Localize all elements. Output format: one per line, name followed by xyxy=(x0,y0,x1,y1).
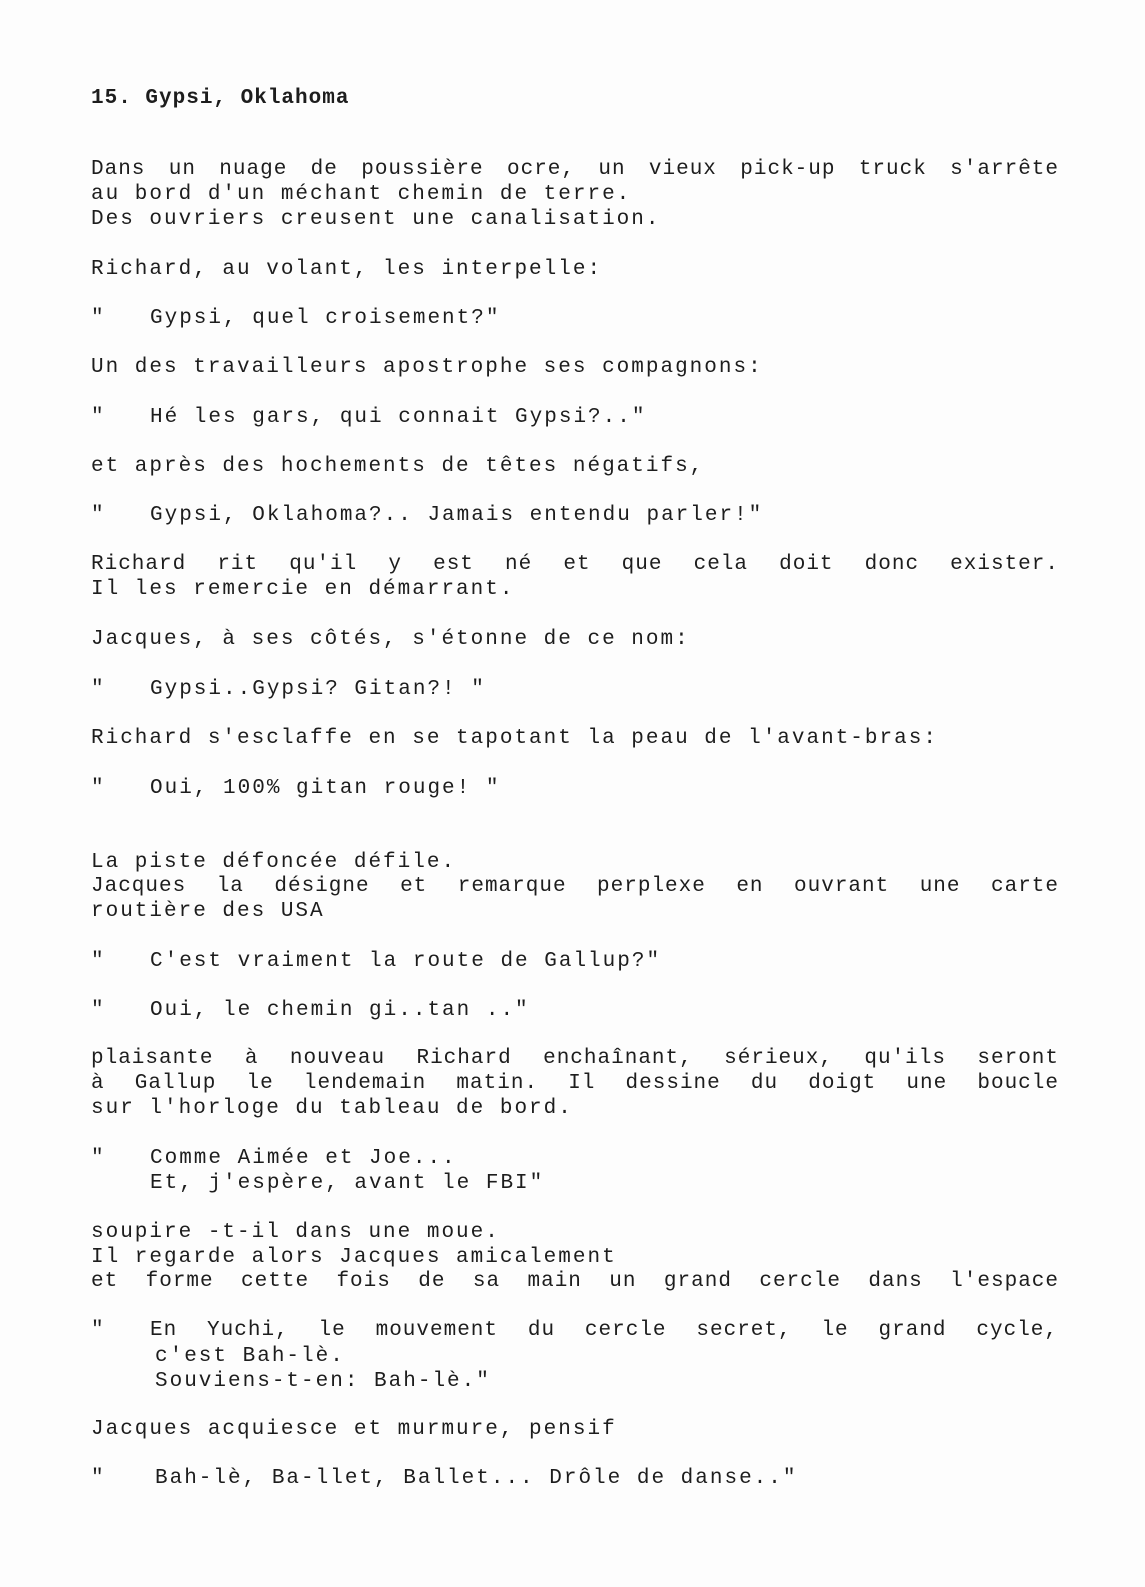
dialogue-line: Bah-lè, Ba-llet, Ballet... Drôle de danse.." xyxy=(155,1467,798,1490)
quote-mark: " xyxy=(91,504,104,527)
chapter-title: 15. Gypsi, Oklahoma xyxy=(91,87,350,110)
paragraph-line: plaisante à nouveau Richard enchaînant, sérieux, qu'ils seront xyxy=(91,1047,1059,1070)
paragraph-line: Jacques, à ses côtés, s'étonne de ce nom: xyxy=(91,628,690,651)
paragraph-line: sur l'horloge du tableau de bord. xyxy=(91,1097,573,1120)
paragraph-line: Dans un nuage de poussière ocre, un vieux pick-up truck s'arrête xyxy=(91,158,1059,181)
quote-mark: " xyxy=(91,406,104,429)
paragraph-line: Richard rit qu'il y est né et que cela doit donc exister. xyxy=(91,553,1059,576)
paragraph-line: Des ouvriers creusent une canalisation. xyxy=(91,208,661,231)
quote-mark: " xyxy=(91,1319,104,1342)
dialogue-line: Souviens-t-en: Bah-lè." xyxy=(155,1370,491,1393)
dialogue-line: Oui, 100% gitan rouge! " xyxy=(150,777,501,800)
quote-mark: " xyxy=(91,1467,104,1490)
paragraph-line: Richard s'esclaffe en se tapotant la peau de l'avant-bras: xyxy=(91,727,938,750)
paragraph-line: routière des USA xyxy=(91,900,325,923)
paragraph-line: au bord d'un méchant chemin de terre. xyxy=(91,183,632,206)
paragraph-line: Il les remercie en démarrant. xyxy=(91,578,515,601)
paragraph-line: Richard, au volant, les interpelle: xyxy=(91,258,603,281)
dialogue-line: Et, j'espère, avant le FBI" xyxy=(150,1172,545,1195)
dialogue-line: Gypsi, quel croisement?" xyxy=(150,307,501,330)
paragraph-line: Un des travailleurs apostrophe ses compagnons: xyxy=(91,356,763,379)
dialogue-line: Hé les gars, qui connait Gypsi?.." xyxy=(150,406,647,429)
paragraph-line: à Gallup le lendemain matin. Il dessine du doigt une boucle xyxy=(91,1072,1059,1095)
paragraph-line: soupire -t-il dans une moue. xyxy=(91,1221,500,1244)
quote-mark: " xyxy=(91,307,104,330)
dialogue-line: Gypsi..Gypsi? Gitan?! " xyxy=(150,678,486,701)
dialogue-line: c'est Bah-lè. xyxy=(155,1345,345,1368)
dialogue-line: Oui, le chemin gi..tan .." xyxy=(150,999,530,1022)
paragraph-line: Jacques acquiesce et murmure, pensif xyxy=(91,1418,617,1441)
dialogue-line: Gypsi, Oklahoma?.. Jamais entendu parler!" xyxy=(150,504,764,527)
paragraph-line: et forme cette fois de sa main un grand cercle dans l'espace xyxy=(91,1270,1059,1293)
paragraph-line: et après des hochements de têtes négatifs, xyxy=(91,455,705,478)
dialogue-line: Comme Aimée et Joe... xyxy=(150,1147,457,1170)
paragraph-line: Il regarde alors Jacques amicalement xyxy=(91,1246,617,1269)
dialogue-line: En Yuchi, le mouvement du cercle secret, le grand cycle, xyxy=(150,1319,1058,1342)
quote-mark: " xyxy=(91,777,104,800)
paragraph-line: La piste défoncée défile. xyxy=(91,851,457,874)
quote-mark: " xyxy=(91,678,104,701)
quote-mark: " xyxy=(91,950,104,973)
quote-mark: " xyxy=(91,999,104,1022)
quote-mark: " xyxy=(91,1147,104,1170)
paragraph-line: Jacques la désigne et remarque perplexe en ouvrant une carte xyxy=(91,875,1059,898)
dialogue-line: C'est vraiment la route de Gallup?" xyxy=(150,950,662,973)
